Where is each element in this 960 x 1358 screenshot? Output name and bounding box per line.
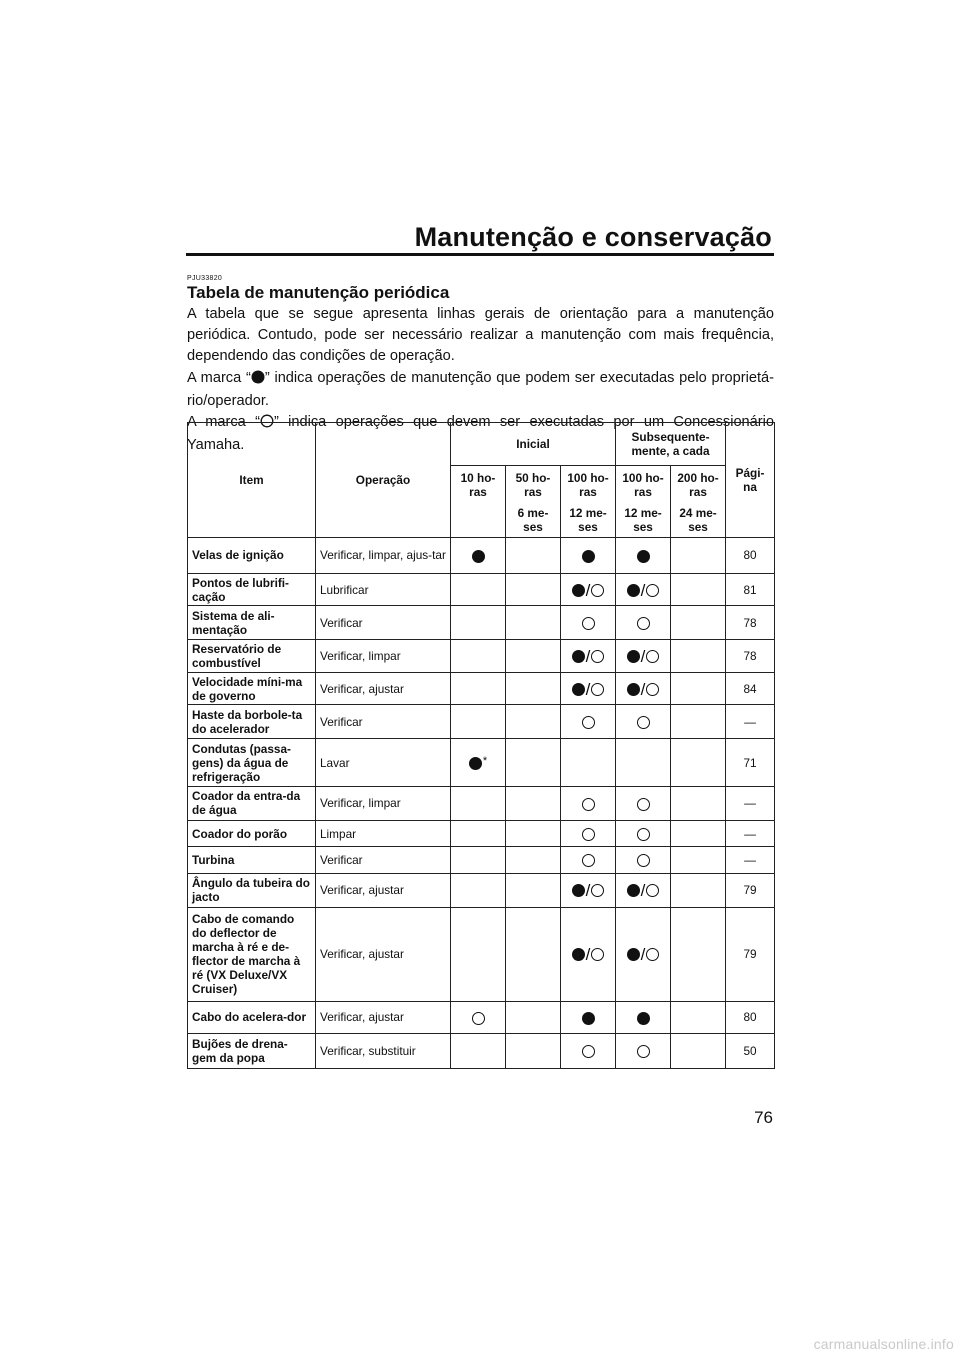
filled-circle-icon <box>572 584 585 597</box>
section-title: Tabela de manutenção periódica <box>187 283 450 302</box>
row-interval-cell <box>506 739 561 787</box>
filled-circle-icon <box>627 884 640 897</box>
row-interval-cell <box>561 640 616 673</box>
row-interval-cell <box>506 787 561 821</box>
header-pagina: Pági-na <box>726 423 775 538</box>
row-interval-cell <box>616 847 671 874</box>
filled-circle-icon <box>572 884 585 897</box>
filled-circle-icon <box>469 757 482 770</box>
row-interval-cell <box>561 907 616 1001</box>
header-inicial: Inicial <box>451 423 616 466</box>
row-operation: Verificar <box>316 847 451 874</box>
row-interval-cell <box>451 820 506 847</box>
row-interval-cell <box>451 787 506 821</box>
open-circle-icon <box>582 798 595 811</box>
row-page: 80 <box>726 538 775 574</box>
row-interval-cell <box>561 606 616 640</box>
row-page: — <box>726 787 775 821</box>
row-interval-cell <box>616 739 671 787</box>
row-operation: Verificar, limpar <box>316 640 451 673</box>
intro-paragraph-3: A marca “ ” indica operações que devem ser executadas por um Concessionário Yamaha. <box>187 414 775 454</box>
open-circle-icon <box>637 716 650 729</box>
row-interval-cell <box>671 672 726 705</box>
header-months-empty <box>451 504 506 538</box>
filled-circle-icon <box>637 550 650 563</box>
filled-circle-icon <box>472 550 485 563</box>
row-operation: Verificar <box>316 606 451 640</box>
row-interval-cell <box>506 1034 561 1069</box>
row-page: — <box>726 705 775 739</box>
row-interval-cell <box>561 705 616 739</box>
open-circle-icon <box>637 828 650 841</box>
row-interval-cell <box>451 640 506 673</box>
filled-circle-icon <box>627 683 640 696</box>
row-item: Cabo de comando do deflector de marcha à ré e de-flector de marcha à ré (VX Deluxe/VX Cruiser) <box>188 907 316 1001</box>
row-interval-cell <box>506 907 561 1001</box>
table-row <box>188 739 775 787</box>
row-interval-cell <box>616 573 671 606</box>
filled-circle-icon <box>627 584 640 597</box>
row-item: Sistema de ali-mentação <box>188 606 316 640</box>
filled-circle-icon <box>582 1012 595 1025</box>
row-interval-cell <box>561 847 616 874</box>
row-page: 81 <box>726 573 775 606</box>
row-interval-cell <box>616 705 671 739</box>
slash-separator: / <box>585 881 591 901</box>
row-interval-cell <box>451 606 506 640</box>
row-page: 78 <box>726 640 775 673</box>
row-interval-cell <box>451 573 506 606</box>
row-operation: Limpar <box>316 820 451 847</box>
page-header-title: Manutenção e conservação <box>414 222 772 252</box>
header-hours: 10 ho-ras <box>451 466 506 504</box>
table-row <box>188 672 775 705</box>
row-page: 71 <box>726 739 775 787</box>
slash-separator: / <box>640 647 646 667</box>
header-hours: 100 ho-ras <box>561 466 616 504</box>
filled-circle-icon <box>637 1012 650 1025</box>
row-interval-cell <box>506 820 561 847</box>
open-circle-icon <box>591 683 604 696</box>
table-row <box>188 907 775 1001</box>
row-interval-cell <box>561 1001 616 1034</box>
row-operation: Verificar, limpar <box>316 787 451 821</box>
table-row <box>188 847 775 874</box>
filled-circle-icon <box>582 550 595 563</box>
row-interval-cell <box>506 538 561 574</box>
open-circle-icon <box>591 650 604 663</box>
row-item: Coador do porão <box>188 820 316 847</box>
row-interval-cell <box>616 606 671 640</box>
row-item: Cabo do acelera-dor <box>188 1001 316 1034</box>
watermark: carmanualsonline.info <box>813 1336 954 1352</box>
row-interval-cell <box>561 820 616 847</box>
row-operation: Verificar, ajustar <box>316 672 451 705</box>
row-page: 79 <box>726 873 775 907</box>
filled-circle-icon <box>627 948 640 961</box>
table-row <box>188 538 775 574</box>
filled-circle-icon <box>572 948 585 961</box>
filled-circle-icon <box>572 683 585 696</box>
row-interval-cell <box>671 907 726 1001</box>
row-operation: Lubrificar <box>316 573 451 606</box>
row-interval-cell <box>671 640 726 673</box>
table-row <box>188 1001 775 1034</box>
row-interval-cell <box>616 873 671 907</box>
row-page: 84 <box>726 672 775 705</box>
header-months: 12 me-ses <box>561 504 616 538</box>
row-item: Turbina <box>188 847 316 874</box>
row-interval-cell <box>451 847 506 874</box>
open-circle-icon <box>646 650 659 663</box>
filled-circle-icon <box>572 650 585 663</box>
row-interval-cell <box>506 1001 561 1034</box>
row-operation: Lavar <box>316 739 451 787</box>
table-row <box>188 705 775 739</box>
slash-separator: / <box>585 945 591 965</box>
row-page: 80 <box>726 1001 775 1034</box>
row-item: Velocidade míni-ma de governo <box>188 672 316 705</box>
header-months: 24 me-ses <box>671 504 726 538</box>
table-row <box>188 1034 775 1069</box>
row-interval-cell <box>671 573 726 606</box>
row-item: Coador da entra-da de água <box>188 787 316 821</box>
table-row <box>188 606 775 640</box>
asterisk-mark: * <box>482 755 488 768</box>
row-interval-cell <box>451 672 506 705</box>
row-interval-cell <box>616 820 671 847</box>
open-circle-icon <box>646 584 659 597</box>
header-months: 6 me-ses <box>506 504 561 538</box>
row-interval-cell <box>451 739 506 787</box>
open-circle-icon <box>646 884 659 897</box>
row-interval-cell <box>616 1001 671 1034</box>
row-interval-cell <box>506 640 561 673</box>
row-interval-cell <box>451 705 506 739</box>
row-item: Reservatório de combustível <box>188 640 316 673</box>
header-item: Item <box>188 423 316 538</box>
intro-paragraph-2: A marca “ ” indica operações de manutenção que podem ser executadas pelo proprietário/operador. <box>187 369 774 409</box>
row-operation: Verificar, limpar, ajus-tar <box>316 538 451 574</box>
row-interval-cell <box>506 606 561 640</box>
open-circle-icon <box>637 1045 650 1058</box>
open-circle-icon <box>582 1045 595 1058</box>
table-row <box>188 820 775 847</box>
header-rule <box>186 253 774 256</box>
row-interval-cell <box>561 739 616 787</box>
header-operacao: Operação <box>316 423 451 538</box>
row-item: Condutas (passa-gens) da água de refrigeração <box>188 739 316 787</box>
open-circle-icon <box>637 854 650 867</box>
filled-circle-icon <box>627 650 640 663</box>
open-circle-icon <box>646 948 659 961</box>
row-interval-cell <box>506 672 561 705</box>
table-row <box>188 873 775 907</box>
header-subsequente: Subsequente-mente, a cada <box>616 423 726 466</box>
row-item: Ângulo da tubeira do jacto <box>188 873 316 907</box>
row-page: 78 <box>726 606 775 640</box>
row-item: Bujões de drena-gem da popa <box>188 1034 316 1069</box>
row-item: Velas de ignição <box>188 538 316 574</box>
open-circle-icon <box>582 828 595 841</box>
row-interval-cell <box>561 538 616 574</box>
row-operation: Verificar, ajustar <box>316 873 451 907</box>
row-interval-cell <box>671 1001 726 1034</box>
row-item: Pontos de lubrifi-cação <box>188 573 316 606</box>
row-interval-cell <box>671 606 726 640</box>
row-operation: Verificar, substituir <box>316 1034 451 1069</box>
table-row <box>188 787 775 821</box>
row-operation: Verificar, ajustar <box>316 907 451 1001</box>
row-interval-cell <box>671 705 726 739</box>
row-interval-cell <box>451 873 506 907</box>
row-page: 50 <box>726 1034 775 1069</box>
open-circle-icon <box>637 798 650 811</box>
header-hours: 100 ho-ras <box>616 466 671 504</box>
row-interval-cell <box>506 873 561 907</box>
row-interval-cell <box>506 705 561 739</box>
slash-separator: / <box>585 580 591 600</box>
row-page: — <box>726 847 775 874</box>
open-circle-icon <box>591 584 604 597</box>
row-interval-cell <box>451 907 506 1001</box>
maintenance-table <box>187 422 775 1069</box>
row-interval-cell <box>561 1034 616 1069</box>
row-interval-cell <box>671 820 726 847</box>
row-interval-cell <box>506 847 561 874</box>
row-interval-cell <box>671 873 726 907</box>
slash-separator: / <box>640 580 646 600</box>
row-interval-cell <box>561 873 616 907</box>
slash-separator: / <box>585 679 591 699</box>
open-circle-icon <box>591 884 604 897</box>
row-interval-cell <box>671 739 726 787</box>
row-interval-cell <box>561 573 616 606</box>
open-circle-icon <box>472 1012 485 1025</box>
table-body <box>188 538 775 1069</box>
open-circle-icon <box>582 854 595 867</box>
row-interval-cell <box>451 1001 506 1034</box>
row-interval-cell <box>561 787 616 821</box>
intro-paragraph-1: A tabela que se segue apresenta linhas gerais de orientação para a manutenção periódica. Contudo, pode ser necessário realizar a manutenção com mais frequência, dependendo das condições de operação. <box>187 306 774 365</box>
row-interval-cell <box>671 847 726 874</box>
slash-separator: / <box>640 881 646 901</box>
row-interval-cell <box>671 787 726 821</box>
table-row <box>188 573 775 606</box>
row-interval-cell <box>616 1034 671 1069</box>
header-hours: 200 ho-ras <box>671 466 726 504</box>
open-circle-icon <box>582 617 595 630</box>
slash-separator: / <box>585 647 591 667</box>
row-interval-cell <box>616 787 671 821</box>
table-row <box>188 640 775 673</box>
row-page: — <box>726 820 775 847</box>
header-hours: 50 ho-ras <box>506 466 561 504</box>
row-page: 79 <box>726 907 775 1001</box>
page-number: 76 <box>754 1108 773 1127</box>
row-item: Haste da borbole-ta do acelerador <box>188 705 316 739</box>
row-interval-cell <box>616 907 671 1001</box>
filled-circle-icon <box>251 370 265 391</box>
slash-separator: / <box>640 679 646 699</box>
row-interval-cell <box>616 672 671 705</box>
row-interval-cell <box>671 1034 726 1069</box>
row-operation: Verificar, ajustar <box>316 1001 451 1034</box>
header-months: 12 me-ses <box>616 504 671 538</box>
open-circle-icon <box>582 716 595 729</box>
row-interval-cell <box>616 538 671 574</box>
row-interval-cell <box>506 573 561 606</box>
row-interval-cell <box>451 1034 506 1069</box>
row-interval-cell <box>616 640 671 673</box>
row-interval-cell <box>451 538 506 574</box>
row-operation: Verificar <box>316 705 451 739</box>
row-interval-cell <box>561 672 616 705</box>
open-circle-icon <box>646 683 659 696</box>
section-code: PJU33820 <box>187 275 223 282</box>
open-circle-icon <box>637 617 650 630</box>
open-circle-icon <box>591 948 604 961</box>
slash-separator: / <box>640 945 646 965</box>
row-interval-cell <box>671 538 726 574</box>
